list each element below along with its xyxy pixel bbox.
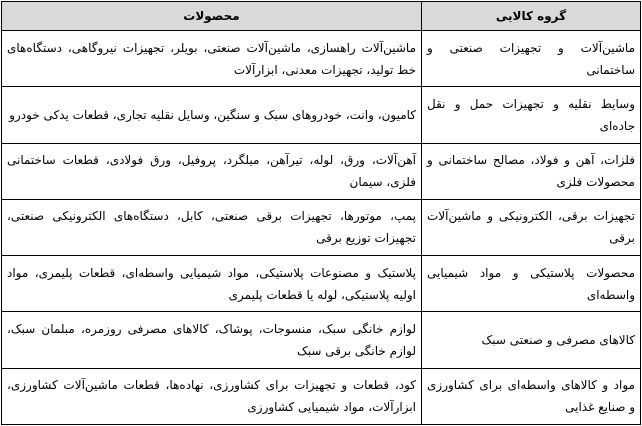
cell-products: لوازم خانگی سبک، منسوجات، پوشاک، کالاهای مصرفی روزمره، مبلمان سبک، لوازم خانگی برقی سبک — [2, 312, 422, 368]
cell-products: ماشین‌آلات راهسازی، ماشین‌آلات صنعتی، بویلر، تجهیزات نیروگاهی، دستگاه‌های خط تولید، تجهیزات معدنی، ابزارآلات — [2, 31, 422, 87]
cell-products: کود، قطعات و تجهیزات برای کشاورزی، نهاده‌ها، قطعات ماشین‌آلات کشاورزی، ابزارآلات، مواد شیمیایی کشاورزی — [2, 368, 422, 424]
header-products: محصولات — [2, 2, 422, 31]
table-row — [2, 31, 641, 87]
cell-products: پلاستیک و مصنوعات پلاستیکی، مواد شیمیایی واسطه‌ای، قطعات پلیمری، مواد اولیه پلاستیکی، لوله یا قطعات پلیمری — [2, 256, 422, 312]
header-goods-group: گروه کالایی — [422, 2, 641, 31]
table-row — [2, 143, 641, 199]
cell-goods-group: وسایط نقلیه و تجهیزات حمل و نقل جاده‌ای — [422, 87, 641, 143]
table-row — [2, 312, 641, 368]
cell-goods-group: کالاهای مصرفی و صنعتی سبک — [422, 312, 641, 368]
cell-goods-group: فلزات، آهن و فولاد، مصالح ساختمانی و محصولات فلزی — [422, 143, 641, 199]
cell-goods-group: محصولات پلاستیکی و مواد شیمیایی واسطه‌ای — [422, 256, 641, 312]
cell-products: آهن‌آلات، ورق، لوله، تیرآهن، میلگرد، پروفیل، ورق فولادی، قطعات ساختمانی فلزی، سیمان — [2, 143, 422, 199]
table-row — [2, 199, 641, 255]
table-row — [2, 256, 641, 312]
cell-goods-group: تجهیزات برقی، الکترونیکی و ماشین‌آلات برقی — [422, 199, 641, 255]
table-row — [2, 368, 641, 424]
cell-goods-group: مواد و کالاهای واسطه‌ای برای کشاورزی و صنایع غذایی — [422, 368, 641, 424]
table-row — [2, 87, 641, 143]
header-row — [2, 2, 641, 31]
cell-goods-group: ماشین‌آلات و تجهیزات صنعتی و ساختمانی — [422, 31, 641, 87]
cell-products: پمپ، موتورها، تجهیزات برقی صنعتی، کابل، دستگاه‌های الکترونیکی صنعتی، تجهیزات توزیع برقی — [2, 199, 422, 255]
goods-table — [1, 1, 641, 425]
cell-products: کامیون، وانت، خودروهای سبک و سنگین، وسایل نقلیه تجاری، قطعات یدکی خودرو — [2, 87, 422, 143]
